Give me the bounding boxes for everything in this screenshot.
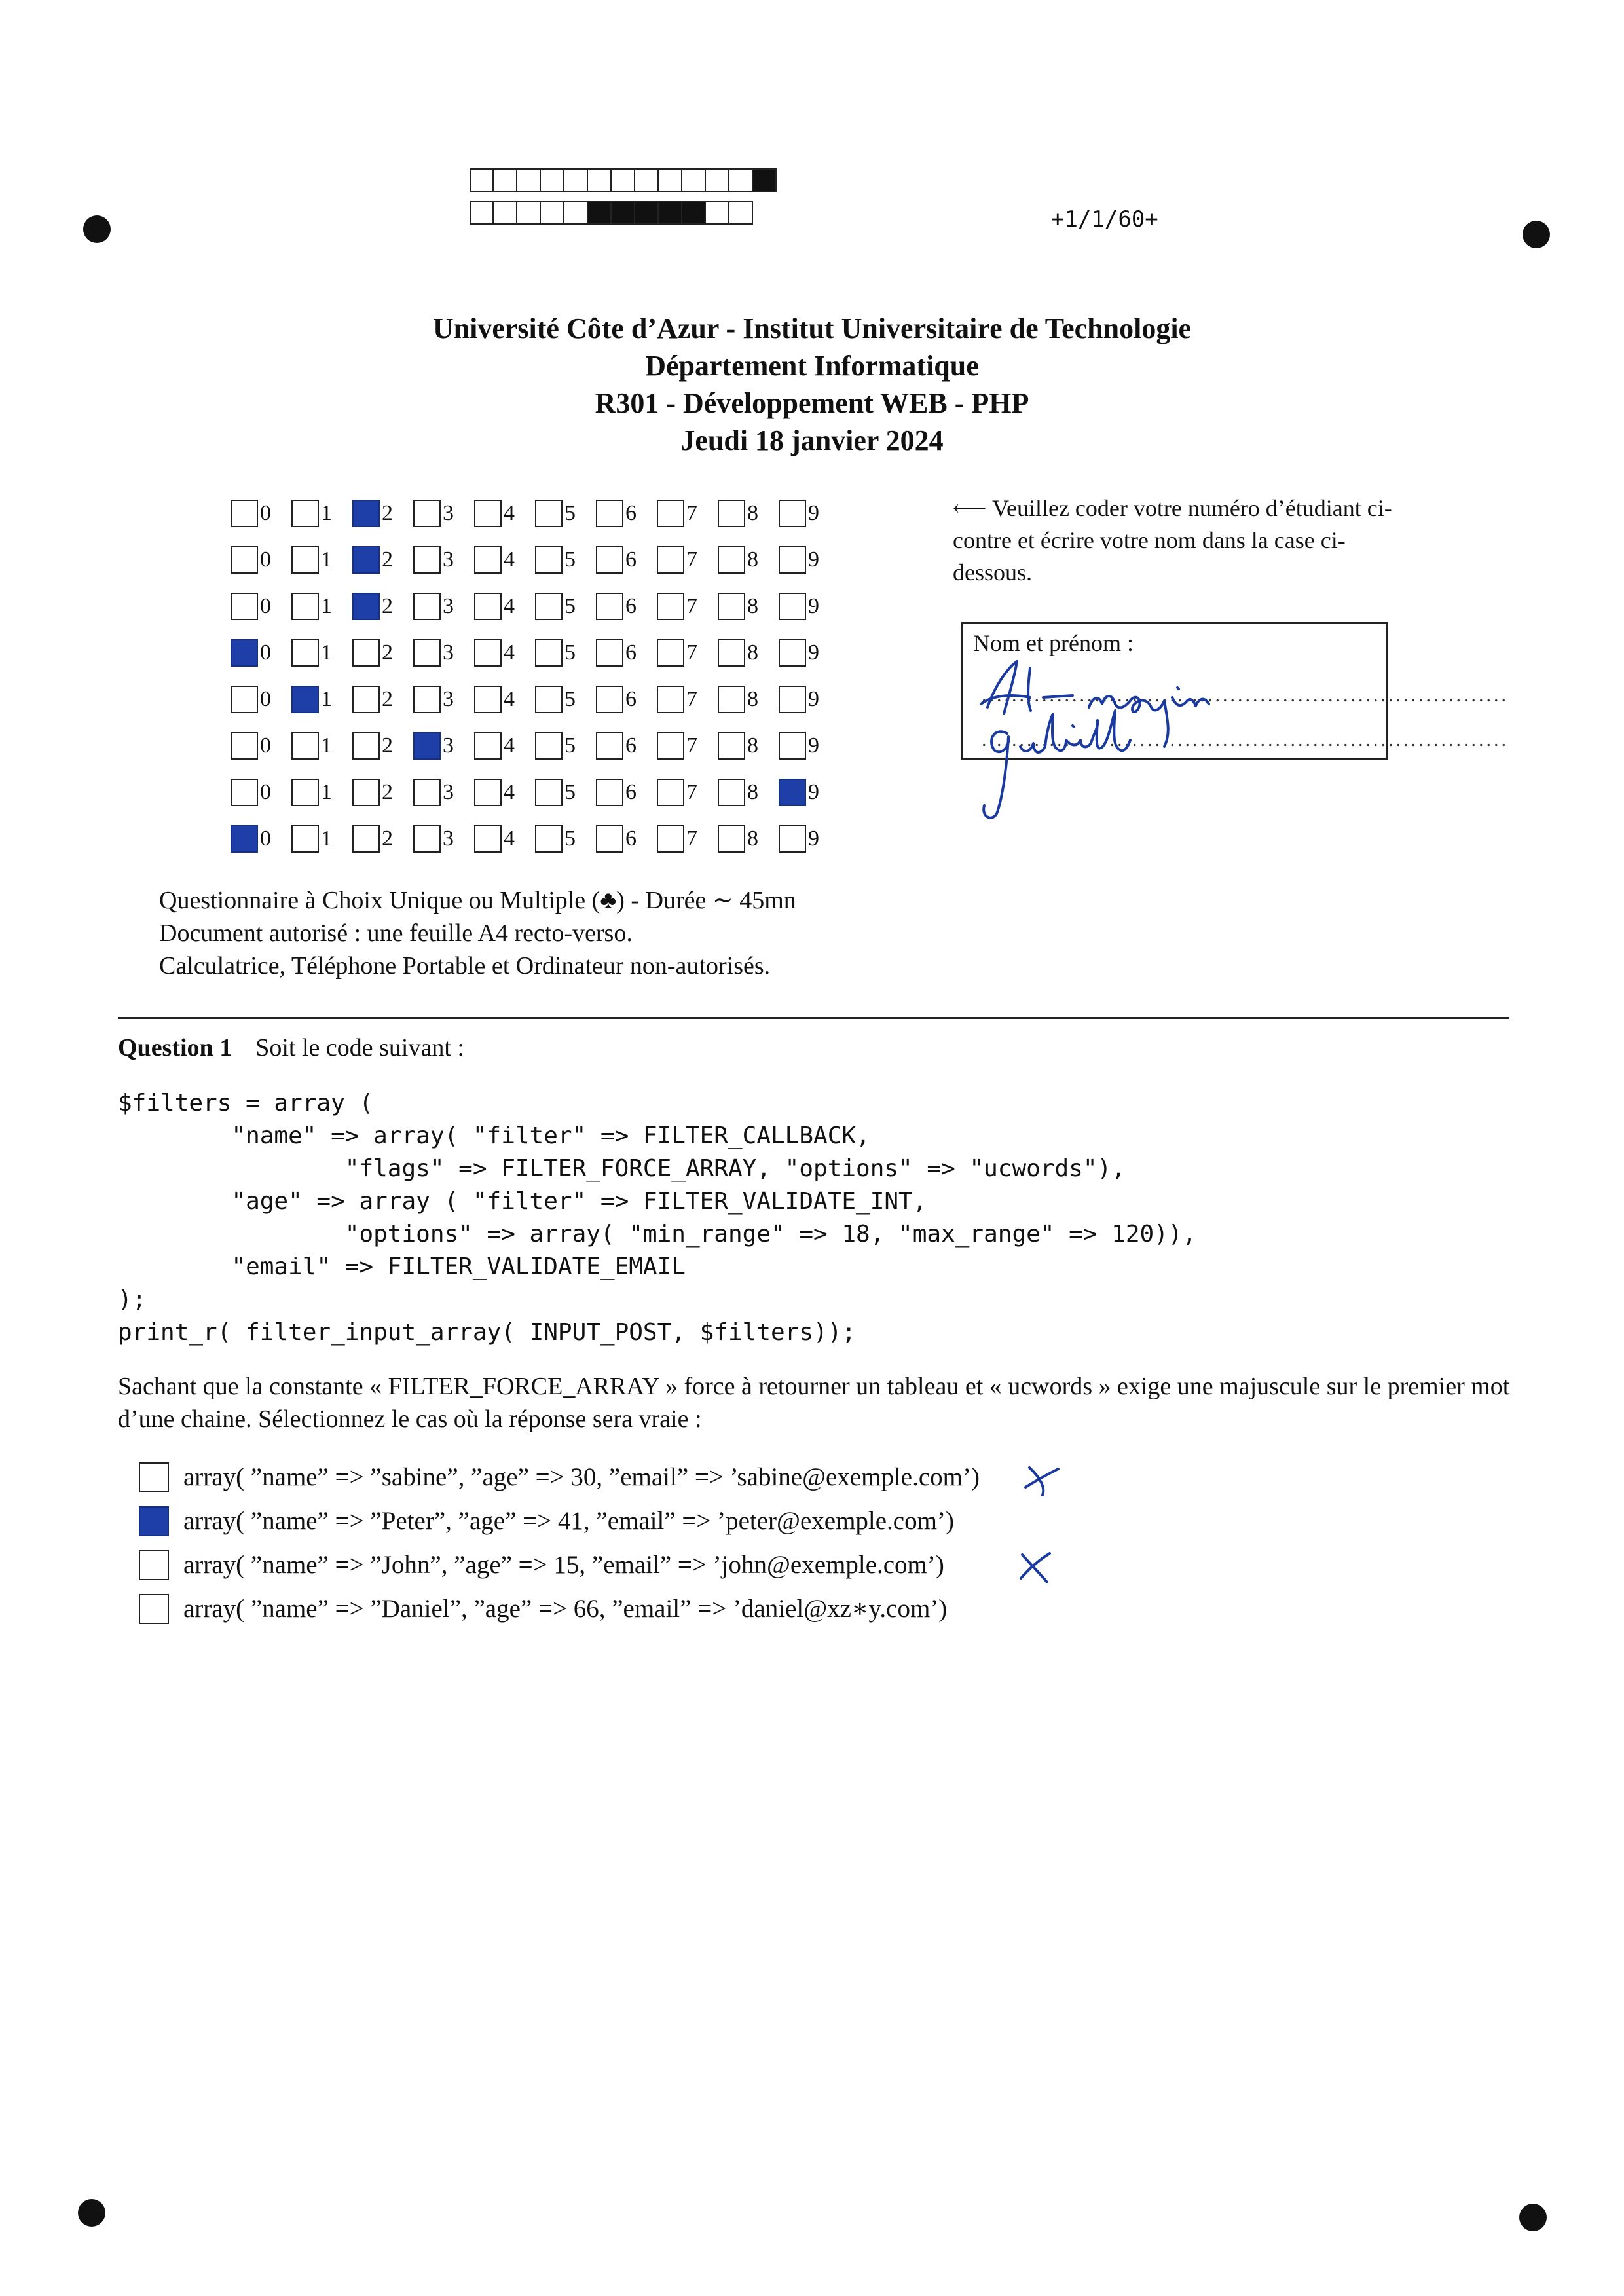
digit-checkbox[interactable] bbox=[657, 732, 684, 760]
digit-checkbox[interactable] bbox=[231, 546, 258, 574]
digit-checkbox[interactable] bbox=[657, 779, 684, 806]
digit-checkbox[interactable] bbox=[474, 593, 502, 620]
digit-checkbox[interactable] bbox=[718, 639, 745, 667]
digit-cell[interactable] bbox=[474, 639, 535, 667]
digit-checkbox[interactable] bbox=[352, 686, 380, 713]
digit-cell[interactable] bbox=[535, 825, 596, 853]
digit-label: 3 bbox=[443, 547, 454, 572]
digit-cell[interactable] bbox=[779, 779, 840, 806]
digit-label: 8 bbox=[747, 593, 758, 618]
digit-checkbox[interactable] bbox=[291, 686, 319, 713]
digit-checkbox[interactable] bbox=[779, 732, 806, 760]
digit-checkbox[interactable] bbox=[413, 686, 441, 713]
digit-label: 6 bbox=[625, 640, 637, 665]
registration-mark-bottom-right bbox=[1519, 2204, 1547, 2231]
digit-label: 9 bbox=[808, 593, 819, 618]
digit-label: 0 bbox=[260, 547, 271, 572]
digit-label: 3 bbox=[443, 826, 454, 851]
digit-checkbox[interactable] bbox=[413, 825, 441, 853]
digit-cell[interactable] bbox=[231, 686, 291, 713]
digit-checkbox[interactable] bbox=[596, 500, 623, 527]
digit-cell[interactable] bbox=[718, 639, 779, 667]
digit-checkbox[interactable] bbox=[474, 686, 502, 713]
digit-cell[interactable] bbox=[657, 686, 718, 713]
digit-cell[interactable] bbox=[352, 732, 413, 760]
digit-label: 5 bbox=[564, 686, 576, 711]
digit-label: 5 bbox=[564, 640, 576, 665]
digit-label: 0 bbox=[260, 779, 271, 804]
digit-label: 9 bbox=[808, 779, 819, 804]
digit-checkbox[interactable] bbox=[413, 732, 441, 760]
digit-cell[interactable] bbox=[657, 500, 718, 527]
digit-cell[interactable] bbox=[535, 732, 596, 760]
digit-label: 6 bbox=[625, 500, 637, 525]
digit-checkbox[interactable] bbox=[657, 686, 684, 713]
digit-checkbox[interactable] bbox=[596, 593, 623, 620]
digit-checkbox[interactable] bbox=[291, 639, 319, 667]
digit-label: 9 bbox=[808, 500, 819, 525]
answer-option[interactable] bbox=[139, 1455, 980, 1499]
student-number-row bbox=[231, 536, 840, 583]
student-number-row bbox=[231, 769, 840, 815]
digit-label: 6 bbox=[625, 733, 637, 758]
digit-label: 4 bbox=[504, 779, 515, 804]
registration-mark-top-left bbox=[83, 215, 111, 243]
answer-option[interactable] bbox=[139, 1543, 980, 1587]
digit-label: 8 bbox=[747, 547, 758, 572]
digit-cell[interactable] bbox=[352, 593, 413, 620]
digit-checkbox[interactable] bbox=[779, 639, 806, 667]
digit-cell[interactable] bbox=[657, 732, 718, 760]
instructions-text: Veuillez coder votre numéro d’étudiant ci-contre et écrire votre nom dans la case ci-dessous. bbox=[953, 495, 1392, 585]
digit-cell[interactable] bbox=[474, 546, 535, 574]
digit-label: 2 bbox=[382, 826, 393, 851]
course-title: R301 - Développement WEB - PHP bbox=[595, 387, 1029, 419]
digit-checkbox[interactable] bbox=[535, 686, 563, 713]
digit-label: 1 bbox=[321, 779, 332, 804]
digit-cell[interactable] bbox=[413, 686, 474, 713]
digit-label: 0 bbox=[260, 500, 271, 525]
digit-label: 6 bbox=[625, 593, 637, 618]
digit-label: 5 bbox=[564, 547, 576, 572]
exam-date: Jeudi 18 janvier 2024 bbox=[680, 424, 944, 456]
digit-cell[interactable] bbox=[779, 546, 840, 574]
digit-cell[interactable] bbox=[474, 593, 535, 620]
digit-label: 9 bbox=[808, 547, 819, 572]
digit-label: 5 bbox=[564, 733, 576, 758]
digit-label: 0 bbox=[260, 826, 271, 851]
digit-checkbox[interactable] bbox=[474, 546, 502, 574]
digit-cell[interactable] bbox=[718, 546, 779, 574]
digit-label: 4 bbox=[504, 640, 515, 665]
digit-checkbox[interactable] bbox=[657, 825, 684, 853]
digit-checkbox[interactable] bbox=[779, 546, 806, 574]
digit-cell[interactable] bbox=[718, 500, 779, 527]
digit-cell[interactable] bbox=[231, 593, 291, 620]
digit-checkbox[interactable] bbox=[352, 779, 380, 806]
digit-checkbox[interactable] bbox=[474, 779, 502, 806]
digit-label: 6 bbox=[625, 686, 637, 711]
digit-label: 9 bbox=[808, 686, 819, 711]
question-intro: Soit le code suivant : bbox=[255, 1034, 464, 1062]
digit-cell[interactable] bbox=[474, 732, 535, 760]
digit-cell[interactable] bbox=[657, 546, 718, 574]
handwritten-cross-mark bbox=[1023, 1462, 1061, 1499]
answer-checkbox[interactable] bbox=[139, 1594, 169, 1624]
digit-cell[interactable] bbox=[352, 639, 413, 667]
digit-cell[interactable] bbox=[413, 732, 474, 760]
digit-cell[interactable] bbox=[413, 500, 474, 527]
digit-cell[interactable] bbox=[231, 546, 291, 574]
digit-cell[interactable] bbox=[474, 779, 535, 806]
digit-label: 9 bbox=[808, 733, 819, 758]
answer-option-text: array( ”name” => ”sabine”, ”age” => 30, ”email” => ’sabine@exemple.com’) bbox=[183, 1463, 980, 1491]
digit-checkbox[interactable] bbox=[474, 639, 502, 667]
student-number-instructions bbox=[953, 492, 1405, 589]
digit-cell[interactable] bbox=[231, 825, 291, 853]
digit-checkbox[interactable] bbox=[779, 593, 806, 620]
digit-cell[interactable] bbox=[596, 593, 657, 620]
name-field[interactable]: Nom et prénom : ...................................................................... ...................................................................... bbox=[961, 622, 1388, 760]
digit-checkbox[interactable] bbox=[535, 639, 563, 667]
student-number-row bbox=[231, 583, 840, 629]
digit-checkbox[interactable] bbox=[231, 779, 258, 806]
digit-cell[interactable] bbox=[718, 686, 779, 713]
digit-cell[interactable] bbox=[352, 500, 413, 527]
answer-options bbox=[139, 1455, 980, 1631]
digit-checkbox[interactable] bbox=[231, 639, 258, 667]
digit-cell[interactable] bbox=[596, 779, 657, 806]
digit-label: 1 bbox=[321, 826, 332, 851]
digit-cell[interactable] bbox=[718, 732, 779, 760]
digit-checkbox[interactable] bbox=[413, 546, 441, 574]
digit-label: 8 bbox=[747, 686, 758, 711]
digit-cell[interactable] bbox=[779, 686, 840, 713]
digit-checkbox[interactable] bbox=[535, 779, 563, 806]
digit-cell[interactable] bbox=[535, 639, 596, 667]
page-id: +1/1/60+ bbox=[1051, 206, 1158, 232]
digit-cell[interactable] bbox=[352, 546, 413, 574]
digit-label: 9 bbox=[808, 826, 819, 851]
digit-checkbox[interactable] bbox=[657, 593, 684, 620]
digit-checkbox[interactable] bbox=[352, 500, 380, 527]
digit-label: 3 bbox=[443, 779, 454, 804]
answer-checkbox[interactable] bbox=[139, 1506, 169, 1536]
digit-label: 1 bbox=[321, 593, 332, 618]
digit-label: 7 bbox=[686, 593, 697, 618]
digit-cell[interactable] bbox=[352, 686, 413, 713]
digit-label: 8 bbox=[747, 779, 758, 804]
code-block: $filters = array ( "name" => array( "filter" => FILTER_CALLBACK, "flags" => FILTER_FORCE_ARRAY, "options" => "ucwords"), "age" => array ( "filter" => FILTER_VALIDATE_INT, "options" => array( "min_range" => 18, "max_range" => 120)), "email" => FILTER_VALIDATE_EMAIL ); print_r( filter_input_array( INPUT_POST, $filters)); bbox=[118, 1090, 1197, 1346]
digit-label: 6 bbox=[625, 779, 637, 804]
digit-cell[interactable] bbox=[352, 825, 413, 853]
digit-label: 4 bbox=[504, 826, 515, 851]
digit-cell[interactable] bbox=[718, 825, 779, 853]
digit-cell[interactable] bbox=[291, 825, 352, 853]
digit-checkbox[interactable] bbox=[596, 825, 623, 853]
answer-checkbox[interactable] bbox=[139, 1550, 169, 1580]
digit-label: 2 bbox=[382, 547, 393, 572]
digit-cell[interactable] bbox=[779, 732, 840, 760]
digit-label: 5 bbox=[564, 779, 576, 804]
digit-checkbox[interactable] bbox=[535, 546, 563, 574]
digit-cell[interactable] bbox=[413, 779, 474, 806]
divider bbox=[118, 1017, 1509, 1019]
digit-label: 1 bbox=[321, 733, 332, 758]
digit-checkbox[interactable] bbox=[535, 732, 563, 760]
digit-cell[interactable] bbox=[596, 639, 657, 667]
digit-cell[interactable] bbox=[352, 779, 413, 806]
digit-checkbox[interactable] bbox=[718, 825, 745, 853]
handwritten-name-signature bbox=[968, 648, 1387, 838]
digit-cell[interactable] bbox=[657, 825, 718, 853]
header bbox=[0, 310, 1624, 459]
department-title: Département Informatique bbox=[645, 350, 979, 382]
digit-checkbox[interactable] bbox=[779, 779, 806, 806]
digit-label: 0 bbox=[260, 686, 271, 711]
digit-checkbox[interactable] bbox=[291, 732, 319, 760]
digit-checkbox[interactable] bbox=[231, 686, 258, 713]
exam-info-devices: Calculatrice, Téléphone Portable et Ordinateur non-autorisés. bbox=[159, 952, 771, 980]
digit-checkbox[interactable] bbox=[657, 500, 684, 527]
digit-label: 9 bbox=[808, 640, 819, 665]
exam-info-format: Questionnaire à Choix Unique ou Multiple (♣) - Durée ∼ 45mn bbox=[159, 887, 796, 914]
digit-checkbox[interactable] bbox=[231, 732, 258, 760]
digit-cell[interactable] bbox=[779, 639, 840, 667]
left-arrow-icon: ⟵ bbox=[953, 495, 987, 521]
digit-cell[interactable] bbox=[535, 500, 596, 527]
answer-option-text: array( ”name” => ”John”, ”age” => 15, ”email” => ’john@exemple.com’) bbox=[183, 1551, 944, 1579]
digit-cell[interactable] bbox=[596, 500, 657, 527]
digit-checkbox[interactable] bbox=[352, 546, 380, 574]
digit-checkbox[interactable] bbox=[291, 779, 319, 806]
digit-label: 1 bbox=[321, 500, 332, 525]
digit-label: 7 bbox=[686, 826, 697, 851]
student-number-row bbox=[231, 676, 840, 722]
digit-label: 4 bbox=[504, 686, 515, 711]
digit-label: 0 bbox=[260, 733, 271, 758]
digit-cell[interactable] bbox=[231, 732, 291, 760]
digit-label: 0 bbox=[260, 640, 271, 665]
student-number-row bbox=[231, 490, 840, 536]
digit-label: 5 bbox=[564, 593, 576, 618]
digit-label: 2 bbox=[382, 593, 393, 618]
digit-checkbox[interactable] bbox=[718, 732, 745, 760]
answer-option[interactable] bbox=[139, 1499, 980, 1543]
digit-cell[interactable] bbox=[596, 686, 657, 713]
digit-cell[interactable] bbox=[535, 686, 596, 713]
digit-label: 3 bbox=[443, 640, 454, 665]
digit-label: 7 bbox=[686, 779, 697, 804]
digit-cell[interactable] bbox=[596, 546, 657, 574]
digit-label: 1 bbox=[321, 547, 332, 572]
barcode-top bbox=[470, 168, 777, 194]
digit-cell[interactable] bbox=[291, 639, 352, 667]
digit-checkbox[interactable] bbox=[657, 639, 684, 667]
digit-checkbox[interactable] bbox=[718, 500, 745, 527]
digit-cell[interactable] bbox=[596, 732, 657, 760]
digit-checkbox[interactable] bbox=[291, 825, 319, 853]
digit-cell[interactable] bbox=[413, 593, 474, 620]
digit-checkbox[interactable] bbox=[413, 779, 441, 806]
digit-cell[interactable] bbox=[779, 593, 840, 620]
digit-checkbox[interactable] bbox=[718, 779, 745, 806]
registration-mark-top-right bbox=[1522, 221, 1550, 248]
digit-label: 8 bbox=[747, 826, 758, 851]
digit-checkbox[interactable] bbox=[413, 500, 441, 527]
digit-checkbox[interactable] bbox=[231, 825, 258, 853]
question-text: Sachant que la constante « FILTER_FORCE_ARRAY » force à retourner un tableau et « ucwords » exige une majuscule sur le premier mot d’une chaine. Sélectionnez le cas où la réponse sera vraie : bbox=[118, 1373, 1510, 1433]
digit-cell[interactable] bbox=[779, 500, 840, 527]
digit-cell[interactable] bbox=[231, 500, 291, 527]
digit-cell[interactable] bbox=[413, 639, 474, 667]
digit-checkbox[interactable] bbox=[352, 593, 380, 620]
digit-checkbox[interactable] bbox=[535, 500, 563, 527]
digit-cell[interactable] bbox=[718, 779, 779, 806]
digit-checkbox[interactable] bbox=[718, 546, 745, 574]
digit-cell[interactable] bbox=[657, 593, 718, 620]
digit-label: 7 bbox=[686, 547, 697, 572]
digit-checkbox[interactable] bbox=[291, 500, 319, 527]
digit-label: 7 bbox=[686, 500, 697, 525]
digit-cell[interactable] bbox=[474, 686, 535, 713]
digit-label: 0 bbox=[260, 593, 271, 618]
digit-checkbox[interactable] bbox=[352, 732, 380, 760]
digit-label: 7 bbox=[686, 640, 697, 665]
digit-label: 7 bbox=[686, 686, 697, 711]
digit-cell[interactable] bbox=[291, 593, 352, 620]
answer-option[interactable] bbox=[139, 1587, 980, 1631]
digit-checkbox[interactable] bbox=[596, 779, 623, 806]
digit-checkbox[interactable] bbox=[779, 686, 806, 713]
digit-checkbox[interactable] bbox=[474, 500, 502, 527]
digit-checkbox[interactable] bbox=[779, 500, 806, 527]
digit-label: 3 bbox=[443, 686, 454, 711]
digit-checkbox[interactable] bbox=[718, 593, 745, 620]
digit-label: 5 bbox=[564, 826, 576, 851]
university-title: Université Côte d’Azur - Institut Universitaire de Technologie bbox=[432, 312, 1192, 344]
student-number-grid[interactable] bbox=[231, 490, 840, 862]
digit-cell[interactable] bbox=[291, 779, 352, 806]
digit-cell[interactable] bbox=[231, 779, 291, 806]
exam-info-documents: Document autorisé : une feuille A4 recto-verso. bbox=[159, 919, 633, 947]
digit-label: 2 bbox=[382, 779, 393, 804]
digit-label: 6 bbox=[625, 826, 637, 851]
digit-cell[interactable] bbox=[657, 779, 718, 806]
digit-cell[interactable] bbox=[535, 779, 596, 806]
digit-label: 2 bbox=[382, 686, 393, 711]
digit-checkbox[interactable] bbox=[291, 593, 319, 620]
digit-label: 2 bbox=[382, 640, 393, 665]
digit-cell[interactable] bbox=[413, 546, 474, 574]
digit-cell[interactable] bbox=[291, 732, 352, 760]
digit-cell[interactable] bbox=[231, 639, 291, 667]
digit-checkbox[interactable] bbox=[718, 686, 745, 713]
digit-checkbox[interactable] bbox=[413, 639, 441, 667]
digit-label: 8 bbox=[747, 733, 758, 758]
digit-label: 8 bbox=[747, 500, 758, 525]
digit-cell[interactable] bbox=[535, 546, 596, 574]
digit-cell[interactable] bbox=[291, 546, 352, 574]
digit-label: 2 bbox=[382, 733, 393, 758]
digit-checkbox[interactable] bbox=[535, 593, 563, 620]
name-field-label: Nom et prénom : bbox=[973, 630, 1134, 656]
digit-cell[interactable] bbox=[535, 593, 596, 620]
digit-label: 4 bbox=[504, 733, 515, 758]
digit-label: 4 bbox=[504, 547, 515, 572]
digit-label: 3 bbox=[443, 593, 454, 618]
student-number-row bbox=[231, 815, 840, 862]
digit-label: 6 bbox=[625, 547, 637, 572]
barcode-bottom bbox=[470, 201, 753, 227]
digit-label: 2 bbox=[382, 500, 393, 525]
answer-checkbox[interactable] bbox=[139, 1462, 169, 1492]
digit-checkbox[interactable] bbox=[474, 825, 502, 853]
digit-checkbox[interactable] bbox=[231, 593, 258, 620]
handwritten-cross-mark bbox=[1017, 1549, 1055, 1586]
digit-cell[interactable] bbox=[291, 686, 352, 713]
digit-checkbox[interactable] bbox=[596, 546, 623, 574]
digit-checkbox[interactable] bbox=[352, 639, 380, 667]
question-heading bbox=[118, 1033, 464, 1062]
digit-label: 3 bbox=[443, 733, 454, 758]
digit-label: 3 bbox=[443, 500, 454, 525]
registration-mark-bottom-left bbox=[78, 2199, 105, 2227]
digit-checkbox[interactable] bbox=[352, 825, 380, 853]
digit-label: 8 bbox=[747, 640, 758, 665]
digit-label: 1 bbox=[321, 686, 332, 711]
digit-label: 4 bbox=[504, 500, 515, 525]
digit-checkbox[interactable] bbox=[657, 546, 684, 574]
digit-checkbox[interactable] bbox=[413, 593, 441, 620]
digit-checkbox[interactable] bbox=[231, 500, 258, 527]
digit-label: 4 bbox=[504, 593, 515, 618]
digit-checkbox[interactable] bbox=[474, 732, 502, 760]
digit-checkbox[interactable] bbox=[535, 825, 563, 853]
digit-checkbox[interactable] bbox=[596, 639, 623, 667]
digit-checkbox[interactable] bbox=[779, 825, 806, 853]
digit-cell[interactable] bbox=[657, 639, 718, 667]
answer-option-text: array( ”name” => ”Peter”, ”age” => 41, ”email” => ’peter@exemple.com’) bbox=[183, 1507, 954, 1535]
question-label: Question 1 bbox=[118, 1034, 232, 1062]
digit-label: 1 bbox=[321, 640, 332, 665]
digit-cell[interactable] bbox=[413, 825, 474, 853]
student-number-row bbox=[231, 722, 840, 769]
digit-cell[interactable] bbox=[596, 825, 657, 853]
digit-label: 5 bbox=[564, 500, 576, 525]
digit-checkbox[interactable] bbox=[596, 732, 623, 760]
exam-info bbox=[159, 884, 796, 982]
digit-cell[interactable] bbox=[474, 500, 535, 527]
digit-cell[interactable] bbox=[291, 500, 352, 527]
digit-cell[interactable] bbox=[718, 593, 779, 620]
digit-cell[interactable] bbox=[779, 825, 840, 853]
digit-cell[interactable] bbox=[474, 825, 535, 853]
digit-checkbox[interactable] bbox=[596, 686, 623, 713]
digit-label: 7 bbox=[686, 733, 697, 758]
student-number-row bbox=[231, 629, 840, 676]
answer-option-text: array( ”name” => ”Daniel”, ”age” => 66, ”email” => ’daniel@xz∗y.com’) bbox=[183, 1595, 948, 1623]
digit-checkbox[interactable] bbox=[291, 546, 319, 574]
